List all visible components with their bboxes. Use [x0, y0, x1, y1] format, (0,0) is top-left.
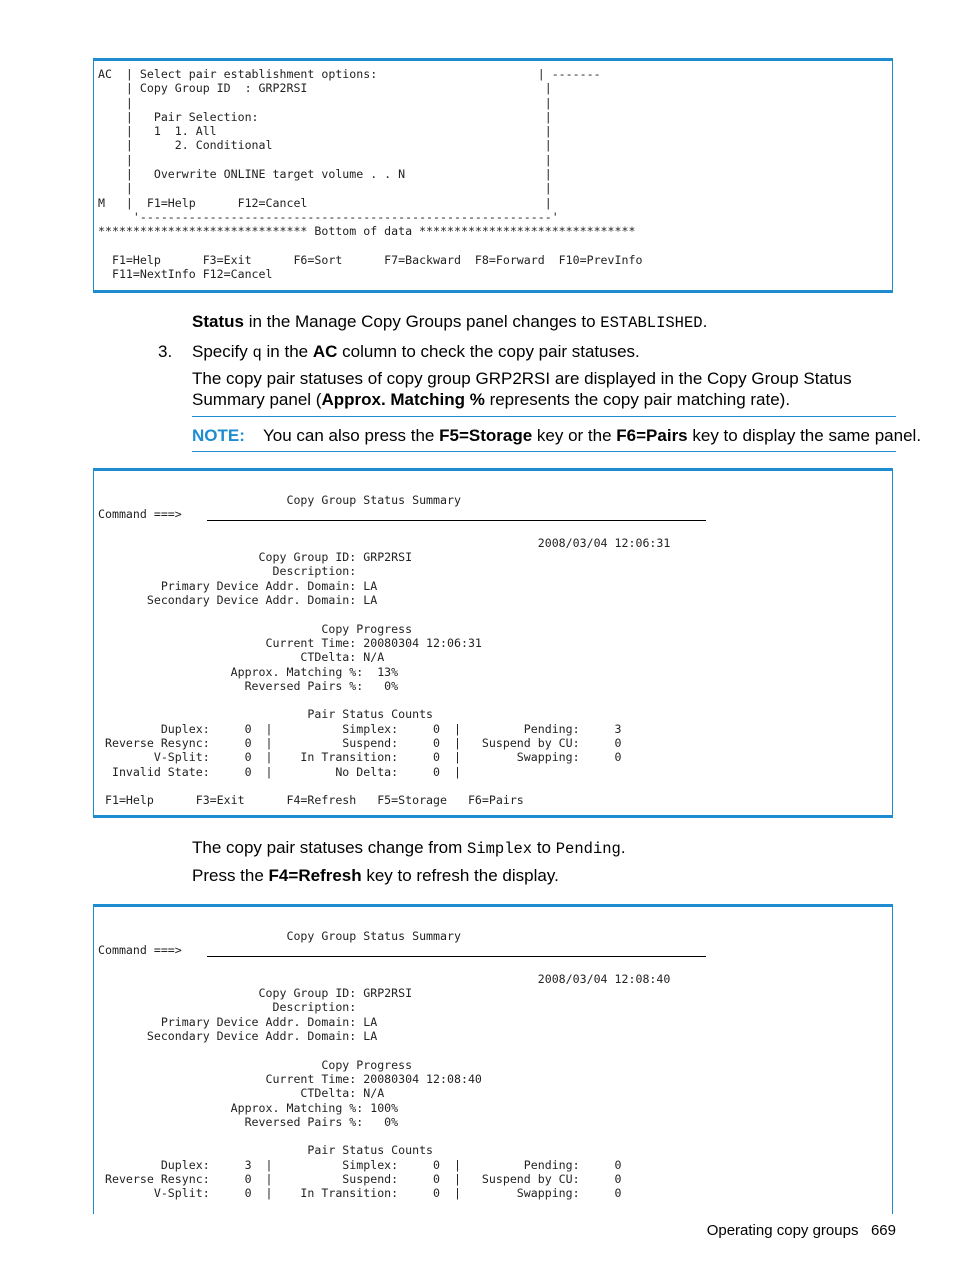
- status-summary-paragraph: The copy pair statuses of copy group GRP2RSI are displayed in the Copy Group Status Summary panel (Approx. Matching % represents the copy pair matching rate).: [192, 369, 852, 409]
- status-summary-screen-text-refreshed: Copy Group Status Summary Command ===> 2008/03/04 12:08:40 Copy Group ID: GRP2RSI Description: Primary Device Addr. Domain: LA Secondary Device Addr. Domain: LA Copy Progress Current Time: 20080304 12:08:40 CTDelta: N/A Approx. Matching %: 100% Reversed Pairs %: 0% Pair Status Counts Duplex: 3 | Simplex: 0 | Pending: 0 Reverse Resync: 0 | Suspend: 0 | Suspend by CU: 0 V-Split: 0 | In Transition: 0 | Swapping: 0: [98, 929, 671, 1201]
- pair-options-panel: [93, 58, 893, 293]
- step-3-number: 3.: [158, 342, 173, 361]
- status-change-paragraph: The copy pair statuses change from Simplex to Pending.: [192, 838, 626, 858]
- refresh-instruction: Press the F4=Refresh key to refresh the display.: [192, 866, 559, 885]
- page-number: 669: [870, 1222, 896, 1239]
- note-box: [192, 425, 245, 446]
- status-change-text: Status in the Manage Copy Groups panel changes to ESTABLISHED.: [192, 312, 708, 332]
- pair-options-screen-text: AC | Select pair establishment options: | ------- | Copy Group ID : GRP2RSI | | | | Pair Selection: | | 1 1. All | | 2. Conditional | | | | Overwrite ONLINE target volume . . N | | | M | F1=Help F12=Cancel | '-----------------------------------------------------------' ****************************** Bottom of data ******************************* F1=Help F3=Exit F6=Sort F7=Backward F8=Forward F10=PrevInfo F11=NextInfo F12=Cancel: [98, 67, 643, 282]
- note-label: NOTE:: [192, 426, 245, 445]
- command-input-line[interactable]: [207, 520, 706, 521]
- footer-section: Operating copy groups: [706, 1222, 859, 1239]
- status-summary-panel-refreshed: [93, 904, 893, 1214]
- step-3-text: Specify q in the AC column to check the copy pair statuses.: [192, 342, 640, 362]
- note-bottom-rule: [192, 451, 896, 452]
- page-footer: [707, 1222, 896, 1239]
- status-summary-panel-initial: [93, 468, 893, 818]
- note-text: You can also press the F5=Storage key or the F6=Pairs key to display the same panel.: [263, 426, 922, 445]
- note-top-rule: [192, 416, 896, 417]
- status-summary-screen-text-initial: Copy Group Status Summary Command ===> 2008/03/04 12:06:31 Copy Group ID: GRP2RSI Description: Primary Device Addr. Domain: LA Secondary Device Addr. Domain: LA Copy Progress Current Time: 20080304 12:06:31 CTDelta: N/A Approx. Matching %: 13% Reversed Pairs %: 0% Pair Status Counts Duplex: 0 | Simplex: 0 | Pending: 3 Reverse Resync: 0 | Suspend: 0 | Suspend by CU: 0 V-Split: 0 | In Transition: 0 | Swapping: 0 Invalid State: 0 | No Delta: 0 | F1=Help F3=Exit F4=Refresh F5=Storage F6=Pairs: [98, 493, 671, 808]
- command-input-line[interactable]: [207, 956, 706, 957]
